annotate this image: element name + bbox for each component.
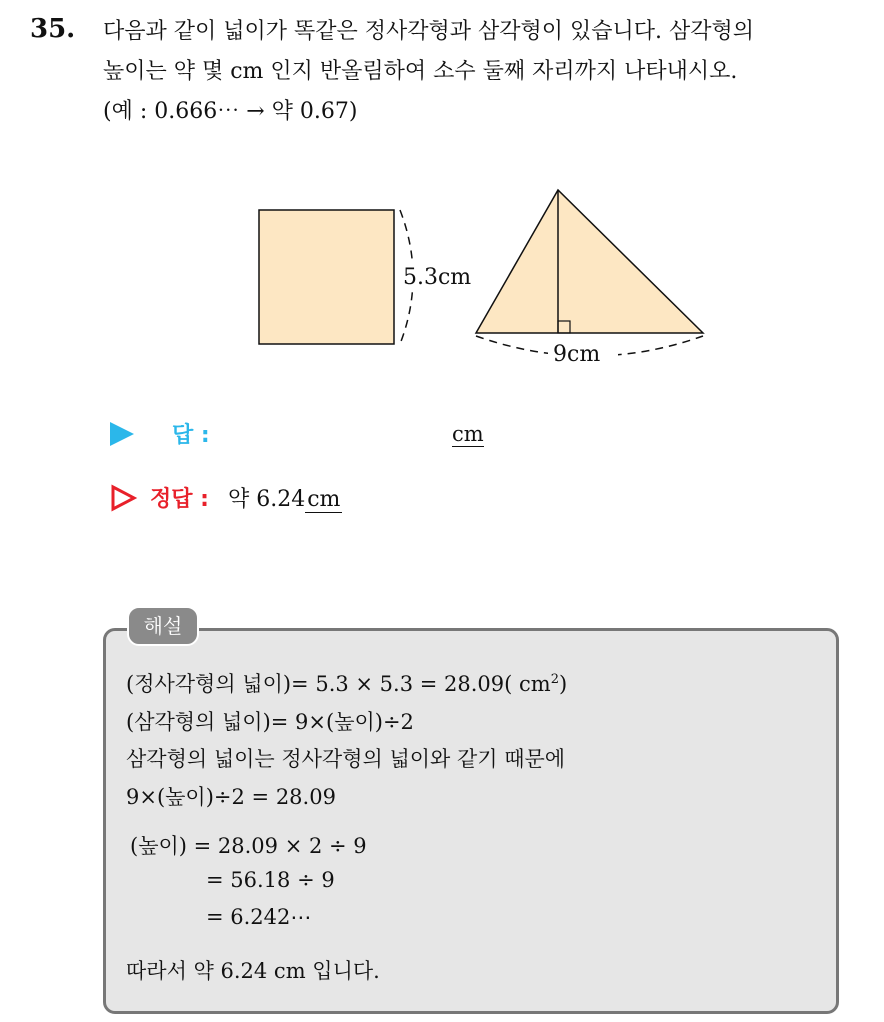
explanation-line-5: (높이) = 28.09 × 2 ÷ 9	[130, 834, 367, 858]
answer-row	[110, 418, 530, 454]
question-line-3: (예 : 0.666⋯ → 약 0.67)	[103, 99, 358, 124]
figure-svg	[250, 180, 720, 380]
explanation-line-1-sup: 2	[550, 672, 559, 687]
answer-label: 답 :	[172, 423, 210, 448]
hollow-triangle-icon	[110, 484, 138, 512]
explanation-line-6: = 56.18 ÷ 9	[206, 868, 335, 892]
explanation-line-3: 삼각형의 넓이는 정사각형의 넓이와 같기 때문에	[126, 747, 566, 771]
square-shape	[259, 210, 394, 344]
question-line-1: 다음과 같이 넓이가 똑같은 정사각형과 삼각형이 있습니다. 삼각형의	[103, 19, 755, 44]
correct-answer-value	[228, 482, 342, 513]
question-line-2: 높이는 약 몇 cm 인지 반올림하여 소수 둘째 자리까지 나타내시오.	[103, 59, 738, 84]
correct-answer-label: 정답 :	[150, 487, 209, 512]
correct-answer-number: 약 6.24	[228, 487, 306, 512]
explanation-line-4: 9×(높이)÷2 = 28.09	[126, 785, 336, 809]
explanation-line-2: (삼각형의 넓이)= 9×(높이)÷2	[126, 710, 414, 734]
explanation-line-1-end: )	[558, 672, 568, 696]
answer-unit: cm	[452, 422, 484, 446]
question-text	[103, 12, 873, 132]
correct-answer-unit: cm	[307, 487, 341, 512]
explanation-line-8: 따라서 약 6.24 cm 입니다.	[126, 959, 380, 983]
geometry-figure	[250, 180, 720, 380]
explanation-line-7: = 6.242⋯	[206, 905, 312, 929]
explanation-line-1-main: (정사각형의 넓이)= 5.3 × 5.3 = 28.09( cm	[126, 672, 551, 696]
question-number: 35.	[30, 14, 76, 44]
play-triangle-icon	[110, 422, 134, 446]
explanation-tag: 해설	[127, 606, 199, 646]
explanation-line-1	[126, 668, 567, 698]
square-side-label: 5.3cm	[403, 265, 472, 290]
triangle-base-label: 9cm	[553, 342, 601, 367]
triangle-shape	[476, 190, 703, 333]
correct-answer-row	[110, 480, 510, 516]
